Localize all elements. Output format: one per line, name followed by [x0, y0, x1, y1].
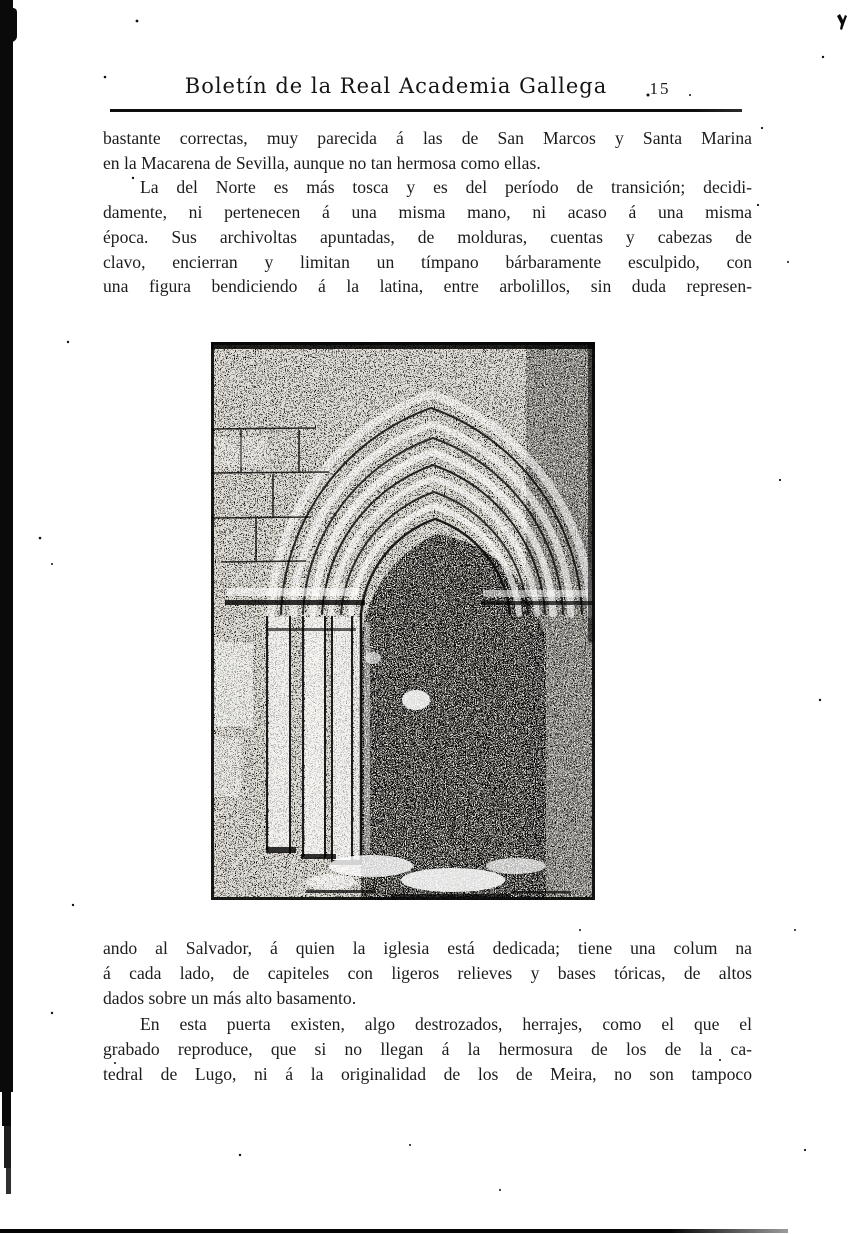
header-rule — [110, 109, 742, 112]
scan-gutter-streak — [4, 1126, 11, 1168]
ink-mark — [837, 14, 847, 30]
text-line: una figura bendiciendo á la latina, entre arbolillos, sin duda represen- — [103, 276, 752, 297]
text-line: grabado reproduce, que si no llegan á la hermosura de los de la ca- — [103, 1038, 752, 1059]
text-line: En esta puerta existen, algo destrozados, herrajes, como el que el — [140, 1013, 752, 1034]
text-line: ando al Salvador, á quien la iglesia está dedicada; tiene una colum na — [103, 938, 752, 958]
text-line: dados sobre un más alto basamento. — [103, 988, 357, 1009]
scan-gutter-streak — [2, 1092, 11, 1126]
portal-engraving-svg — [211, 342, 595, 900]
scan-gutter-band — [0, 0, 13, 1092]
portal-engraving — [211, 342, 595, 900]
scan-bottom-line — [0, 1229, 788, 1233]
lower-text-block — [103, 936, 752, 1087]
text-line: tedral de Lugo, ni á la originalidad de los de Meira, no son tampoco — [103, 1064, 752, 1085]
text-line: La del Norte es más tosca y es del período de transición; decidi- — [140, 177, 752, 198]
text-line: bastante correctas, muy parecida á las de San Marcos y Santa Marina — [103, 128, 752, 148]
scan-gutter-streak — [6, 1168, 11, 1194]
text-line: época. Sus archivoltas apuntadas, de molduras, cuentas y cabezas de — [103, 226, 752, 247]
upper-text-block — [103, 126, 752, 299]
text-line: clavo, encierran y limitan un tímpano bárbaramente esculpido, con — [103, 251, 752, 272]
text-line: en la Macarena de Sevilla, aunque no tan hermosa como ellas. — [103, 152, 541, 173]
journal-title: Boletín de la Real Academia Gallega — [184, 74, 608, 98]
text-line: damente, ni pertenecen á una misma mano, ni acaso á una misma — [103, 202, 752, 223]
page-number: 15 — [649, 79, 671, 98]
scan-gutter-blob — [0, 8, 17, 42]
text-line: á cada lado, de capiteles con ligeros relieves y bases tóricas, de altos — [103, 963, 752, 984]
